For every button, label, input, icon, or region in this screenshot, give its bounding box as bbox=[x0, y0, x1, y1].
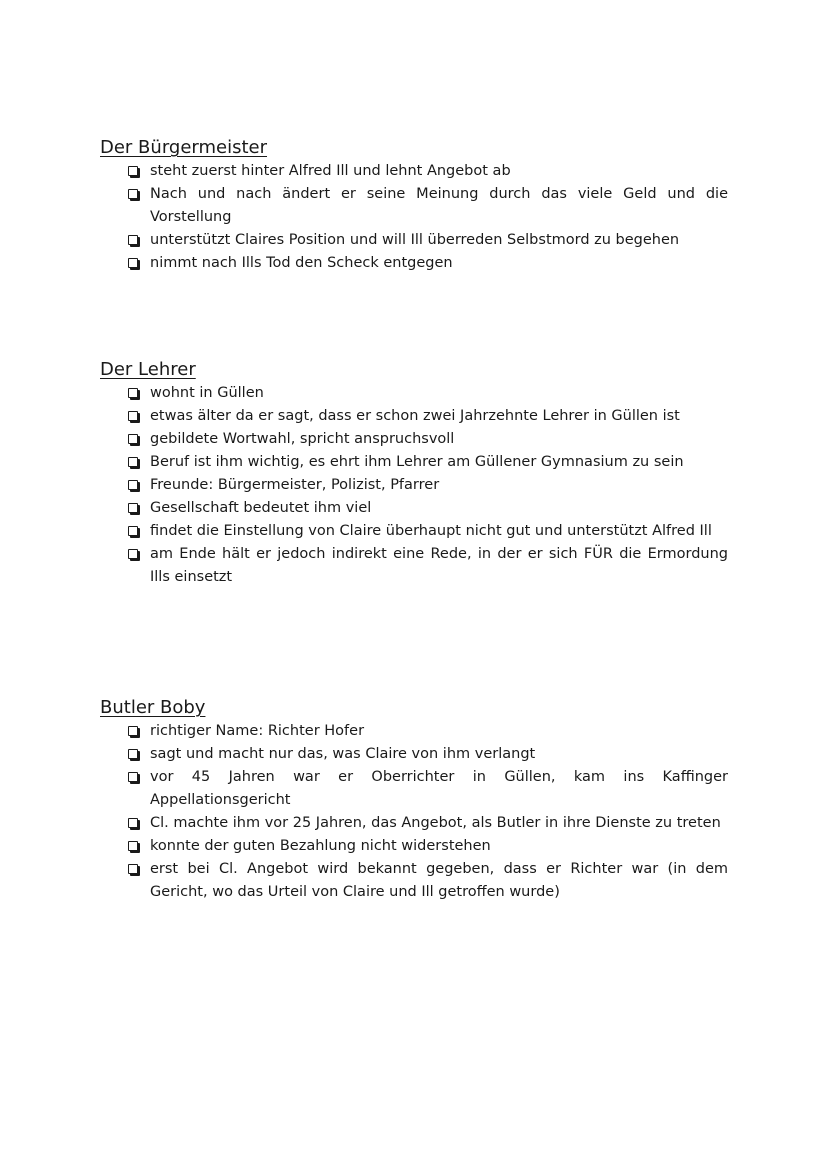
list-item-text: erst bei Cl. Angebot wird bekannt gegeben, dass er Richter war (in dem Gericht, wo das Urteil von Claire und Ill getroffen wurde) bbox=[150, 861, 728, 900]
list-item-text: vor 45 Jahren war er Oberrichter in Güllen, kam ins Kaffinger Appellationsgericht bbox=[150, 769, 728, 808]
checkbox-icon bbox=[128, 549, 138, 559]
list-item-text: sagt und macht nur das, was Claire von ihm verlangt bbox=[150, 746, 536, 762]
list-item-text: Nach und nach ändert er seine Meinung durch das viele Geld und die Vorstellung bbox=[150, 186, 728, 225]
checkbox-icon bbox=[128, 166, 138, 176]
checkbox-icon bbox=[128, 457, 138, 467]
list-item bbox=[128, 520, 728, 543]
list-item-text: Freunde: Bürgermeister, Polizist, Pfarrer bbox=[150, 477, 440, 493]
list-item bbox=[128, 474, 728, 497]
checkbox-icon bbox=[128, 480, 138, 490]
bullet-list bbox=[100, 382, 728, 589]
list-item bbox=[128, 405, 728, 428]
section-title: Der Bürgermeister bbox=[100, 137, 268, 158]
section-lehrer bbox=[100, 358, 728, 589]
checkbox-icon bbox=[128, 258, 138, 268]
list-item bbox=[128, 160, 728, 183]
checkbox-icon bbox=[128, 434, 138, 444]
checkbox-icon bbox=[128, 526, 138, 536]
list-item-text: wohnt in Güllen bbox=[150, 385, 264, 401]
section-title: Der Lehrer bbox=[100, 359, 196, 380]
section-title: Butler Boby bbox=[100, 697, 206, 718]
list-item-text: etwas älter da er sagt, dass er schon zwei Jahrzehnte Lehrer in Güllen ist bbox=[150, 408, 680, 424]
list-item-text: Beruf ist ihm wichtig, es ehrt ihm Lehrer am Güllener Gymnasium zu sein bbox=[150, 454, 684, 470]
list-item-text: Cl. machte ihm vor 25 Jahren, das Angebot, als Butler in ihre Dienste zu treten bbox=[150, 815, 721, 831]
list-item bbox=[128, 743, 728, 766]
list-item-text: findet die Einstellung von Claire überhaupt nicht gut und unterstützt Alfred Ill bbox=[150, 523, 712, 539]
list-item bbox=[128, 812, 728, 835]
checkbox-icon bbox=[128, 411, 138, 421]
list-item-text: konnte der guten Bezahlung nicht widerstehen bbox=[150, 838, 491, 854]
list-item bbox=[128, 229, 728, 252]
list-item bbox=[128, 720, 728, 743]
list-item-text: unterstützt Claires Position und will Ill überreden Selbstmord zu begehen bbox=[150, 232, 680, 248]
list-item bbox=[128, 382, 728, 405]
bullet-list bbox=[100, 160, 728, 275]
section-buergermeister bbox=[100, 136, 728, 275]
bullet-list bbox=[100, 720, 728, 904]
checkbox-icon bbox=[128, 772, 138, 782]
list-item-text: steht zuerst hinter Alfred Ill und lehnt Angebot ab bbox=[150, 163, 511, 179]
checkbox-icon bbox=[128, 864, 138, 874]
checkbox-icon bbox=[128, 841, 138, 851]
checkbox-icon bbox=[128, 388, 138, 398]
list-item bbox=[128, 497, 728, 520]
list-item bbox=[128, 858, 728, 904]
list-item bbox=[128, 766, 728, 812]
list-item bbox=[128, 428, 728, 451]
list-item bbox=[128, 252, 728, 275]
section-butler-boby bbox=[100, 696, 728, 904]
checkbox-icon bbox=[128, 749, 138, 759]
checkbox-icon bbox=[128, 503, 138, 513]
list-item-text: richtiger Name: Richter Hofer bbox=[150, 723, 365, 739]
list-item-text: nimmt nach Ills Tod den Scheck entgegen bbox=[150, 255, 453, 271]
list-item bbox=[128, 543, 728, 589]
list-item-text: am Ende hält er jedoch indirekt eine Rede, in der er sich FÜR die Ermordung Ills einsetzt bbox=[150, 546, 728, 585]
list-item-text: Gesellschaft bedeutet ihm viel bbox=[150, 500, 372, 516]
checkbox-icon bbox=[128, 235, 138, 245]
list-item bbox=[128, 451, 728, 474]
list-item bbox=[128, 835, 728, 858]
checkbox-icon bbox=[128, 726, 138, 736]
list-item-text: gebildete Wortwahl, spricht anspruchsvoll bbox=[150, 431, 455, 447]
list-item bbox=[128, 183, 728, 229]
checkbox-icon bbox=[128, 189, 138, 199]
checkbox-icon bbox=[128, 818, 138, 828]
